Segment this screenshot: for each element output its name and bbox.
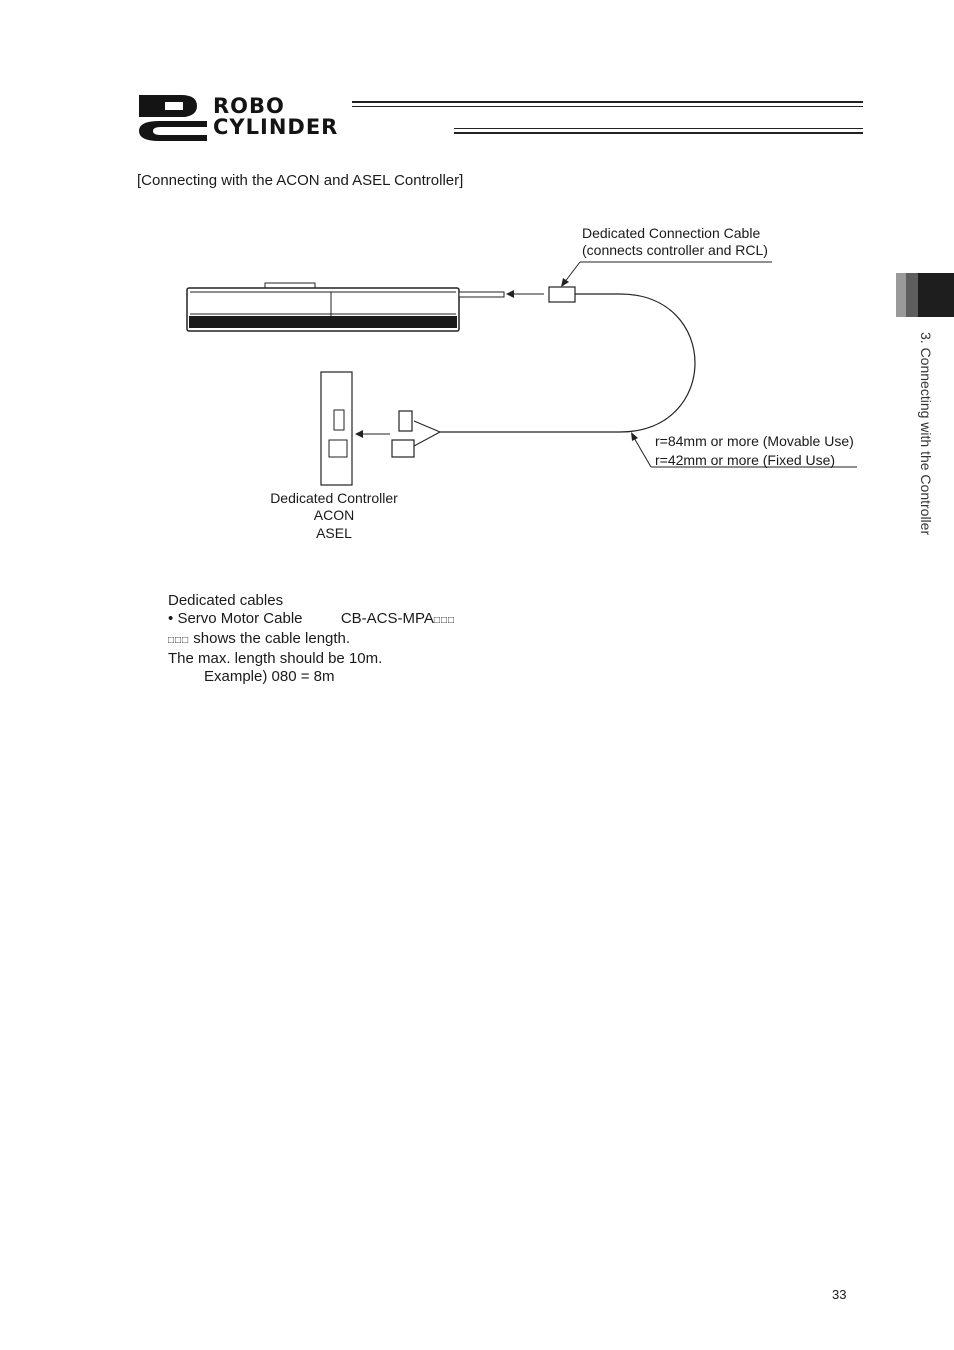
- cable-label-line1: Dedicated Connection Cable: [582, 225, 761, 241]
- cable-connector-actuator-end: [549, 287, 575, 302]
- example-line: Example) 080 = 8m: [204, 668, 335, 685]
- side-tab-mid: [906, 273, 918, 317]
- controller-label-line1: Dedicated Controller: [270, 490, 398, 506]
- cable-label-line2: (connects controller and RCL): [582, 242, 768, 258]
- max-length-line: The max. length should be 10m.: [168, 650, 383, 667]
- servo-cable-line: [168, 610, 455, 630]
- cable-split: [392, 411, 440, 457]
- controller-label-line2: ACON: [313, 507, 355, 523]
- length-explain-line: [168, 630, 455, 650]
- notes-heading: Dedicated cables: [168, 592, 284, 609]
- length-marks: □□□: [433, 615, 456, 626]
- arrow-to-controller: [355, 430, 390, 438]
- logo-word-cylinder: CYLINDER: [213, 115, 339, 139]
- radius-movable-label: r=84mm or more (Movable Use): [655, 433, 854, 449]
- dedicated-cables-notes: [168, 592, 455, 686]
- dedicated-controller: [321, 372, 352, 485]
- logo-word-robo: ROBO: [213, 94, 285, 118]
- section-title: [Connecting with the ACON and ASEL Controller]: [137, 172, 464, 189]
- side-chapter-title: 3. Connecting with the Controller: [918, 332, 934, 536]
- arrow-to-actuator: [506, 290, 544, 298]
- side-tab-dark: [918, 273, 954, 317]
- length-marks-2: □□□: [168, 635, 190, 646]
- dedicated-connection-cable: [440, 294, 695, 432]
- servo-cable-model: CB-ACS-MPA: [340, 610, 434, 627]
- page-number: 33: [832, 1287, 847, 1302]
- connection-diagram: [0, 0, 954, 600]
- bullet: •: [168, 610, 174, 627]
- radius-fixed-label: r=42mm or more (Fixed Use): [655, 452, 836, 468]
- servo-cable-label: Servo Motor Cable: [177, 610, 303, 627]
- controller-label-line3: ASEL: [316, 525, 352, 541]
- side-tab-light: [896, 273, 906, 317]
- actuator-body: [187, 283, 504, 331]
- cable-label-pointer: [561, 262, 772, 287]
- length-explain-text: shows the cable length.: [189, 630, 351, 647]
